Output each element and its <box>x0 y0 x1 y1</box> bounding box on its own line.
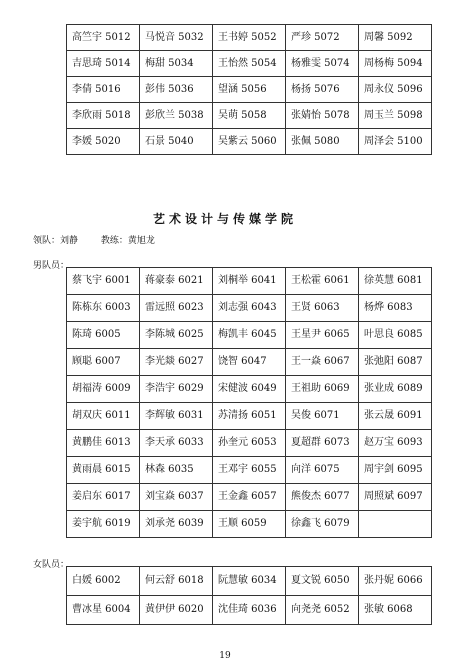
table-cell: 吉思琦 5014 <box>67 51 140 77</box>
table-row <box>67 51 432 77</box>
table-cell: 李辉敏 6031 <box>140 403 213 430</box>
top-roster-table <box>66 24 432 155</box>
table-row <box>67 511 432 538</box>
page-number: 19 <box>219 651 231 661</box>
table-cell: 张敏 6068 <box>359 596 432 625</box>
table-cell: 李欣雨 5018 <box>67 103 140 129</box>
table-cell: 孙奎元 6053 <box>213 430 286 457</box>
table-cell: 胡双庆 6011 <box>67 403 140 430</box>
table-cell: 苏清扬 6051 <box>213 403 286 430</box>
table-cell: 沈佳琦 6036 <box>213 596 286 625</box>
table-cell: 吴紫云 5060 <box>213 129 286 155</box>
table-cell: 石景 5040 <box>140 129 213 155</box>
table-cell: 赵万宝 6093 <box>359 430 432 457</box>
table-cell: 陈栋东 6003 <box>67 295 140 322</box>
table-cell: 叶思良 6085 <box>359 322 432 349</box>
table-cell: 马悦音 5032 <box>140 25 213 51</box>
table-cell: 曹冰星 6004 <box>67 596 140 625</box>
table-cell: 徐鑫飞 6079 <box>286 511 359 538</box>
male-members-label: 男队员： <box>33 261 70 271</box>
table-cell: 李浩宇 6029 <box>140 376 213 403</box>
table-cell: 望涵 5056 <box>213 77 286 103</box>
table-cell: 杨雅雯 5074 <box>286 51 359 77</box>
table-cell: 张丹妮 6066 <box>359 567 432 596</box>
table-cell: 周馨 5092 <box>359 25 432 51</box>
table-cell: 杨扬 5076 <box>286 77 359 103</box>
table-cell: 张业成 6089 <box>359 376 432 403</box>
table-cell: 梅甜 5034 <box>140 51 213 77</box>
table-cell: 王金鑫 6057 <box>213 484 286 511</box>
table-cell: 周永仪 5096 <box>359 77 432 103</box>
table-cell: 李媛 5020 <box>67 129 140 155</box>
table-cell: 张佩 5080 <box>286 129 359 155</box>
table-cell: 王怡然 5054 <box>213 51 286 77</box>
section-title: 艺术设计与传媒学院 <box>152 212 297 226</box>
table-cell: 王贤 6063 <box>286 295 359 322</box>
female-members-label: 女队员： <box>33 560 70 570</box>
table-row <box>67 322 432 349</box>
table-row <box>67 129 432 155</box>
table-cell <box>359 511 432 538</box>
team-coach: 教练：黄旭龙 <box>100 236 155 246</box>
table-cell: 夏文锐 6050 <box>286 567 359 596</box>
table-cell: 张云晟 6091 <box>359 403 432 430</box>
table-row <box>67 484 432 511</box>
team-leader: 领队：刘静 <box>33 236 79 246</box>
table-row <box>67 77 432 103</box>
table-cell: 姜宇航 6019 <box>67 511 140 538</box>
table-cell: 黄雨晨 6015 <box>67 457 140 484</box>
table-cell: 彭欣兰 5038 <box>140 103 213 129</box>
table-row <box>67 268 432 295</box>
table-cell: 黄鹏佳 6013 <box>67 430 140 457</box>
female-roster-table <box>66 566 432 625</box>
table-cell: 何云舒 6018 <box>140 567 213 596</box>
table-cell: 高竺宇 5012 <box>67 25 140 51</box>
table-cell: 雷远照 6023 <box>140 295 213 322</box>
table-cell: 姜启东 6017 <box>67 484 140 511</box>
table-cell: 王一焱 6067 <box>286 349 359 376</box>
table-cell: 向洋 6075 <box>286 457 359 484</box>
table-cell: 刘宝焱 6037 <box>140 484 213 511</box>
table-cell: 张婧怡 5078 <box>286 103 359 129</box>
table-cell: 吴俊 6071 <box>286 403 359 430</box>
table-row <box>67 25 432 51</box>
table-cell: 严珍 5072 <box>286 25 359 51</box>
table-cell: 周杨梅 5094 <box>359 51 432 77</box>
table-cell: 梅凯丰 6045 <box>213 322 286 349</box>
table-cell: 周宇剑 6095 <box>359 457 432 484</box>
table-cell: 彭伟 5036 <box>140 77 213 103</box>
table-cell: 陈琦 6005 <box>67 322 140 349</box>
table-cell: 吴萌 5058 <box>213 103 286 129</box>
table-cell: 李天承 6033 <box>140 430 213 457</box>
table-row <box>67 295 432 322</box>
table-cell: 李陈城 6025 <box>140 322 213 349</box>
table-cell: 王顺 6059 <box>213 511 286 538</box>
table-cell: 刘桐举 6041 <box>213 268 286 295</box>
table-cell: 熊俊杰 6077 <box>286 484 359 511</box>
table-cell: 王星尹 6065 <box>286 322 359 349</box>
table-cell: 向尧尧 6052 <box>286 596 359 625</box>
table-cell: 徐英慧 6081 <box>359 268 432 295</box>
table-cell: 周泽会 5100 <box>359 129 432 155</box>
table-cell: 刘承尧 6039 <box>140 511 213 538</box>
table-row <box>67 403 432 430</box>
table-cell: 宋健波 6049 <box>213 376 286 403</box>
table-row <box>67 349 432 376</box>
staff-line <box>33 233 175 246</box>
table-cell: 顾聪 6007 <box>67 349 140 376</box>
table-row <box>67 376 432 403</box>
table-row <box>67 457 432 484</box>
table-cell: 阮慧敏 6034 <box>213 567 286 596</box>
table-cell: 饶智 6047 <box>213 349 286 376</box>
table-row <box>67 103 432 129</box>
table-cell: 张弛阳 6087 <box>359 349 432 376</box>
table-cell: 刘志强 6043 <box>213 295 286 322</box>
table-cell: 蒋豪泰 6021 <box>140 268 213 295</box>
table-cell: 王祖助 6069 <box>286 376 359 403</box>
table-cell: 李倩 5016 <box>67 77 140 103</box>
table-cell: 王松霍 6061 <box>286 268 359 295</box>
table-cell: 王邓宇 6055 <box>213 457 286 484</box>
table-cell: 夏超群 6073 <box>286 430 359 457</box>
table-cell: 周玉兰 5098 <box>359 103 432 129</box>
male-roster-table <box>66 267 432 538</box>
table-cell: 李光燚 6027 <box>140 349 213 376</box>
table-cell: 白媛 6002 <box>67 567 140 596</box>
table-row <box>67 596 432 625</box>
table-row <box>67 567 432 596</box>
table-cell: 王书婷 5052 <box>213 25 286 51</box>
table-row <box>67 430 432 457</box>
table-cell: 林森 6035 <box>140 457 213 484</box>
table-cell: 蔡飞宇 6001 <box>67 268 140 295</box>
table-cell: 杨烨 6083 <box>359 295 432 322</box>
table-cell: 胡福涛 6009 <box>67 376 140 403</box>
table-cell: 黄伊伊 6020 <box>140 596 213 625</box>
table-cell: 周照斌 6097 <box>359 484 432 511</box>
